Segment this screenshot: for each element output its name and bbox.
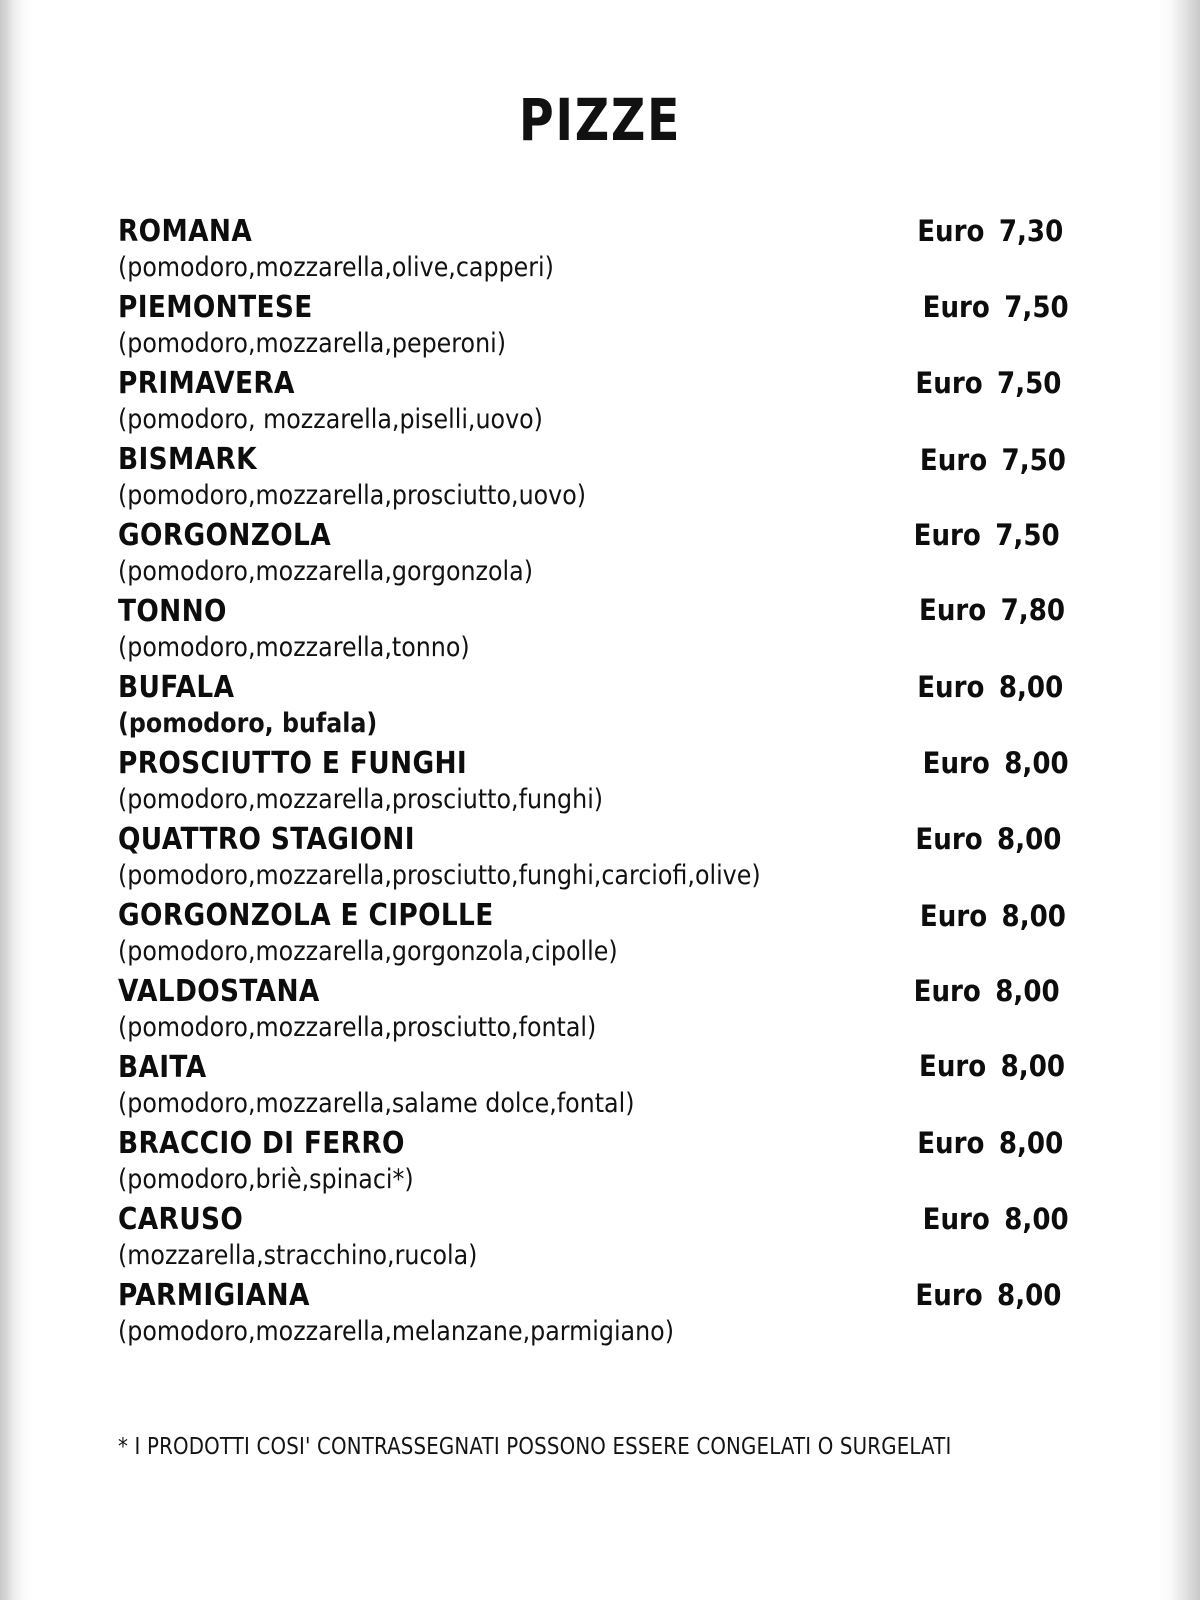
dish-price — [919, 593, 1065, 627]
dish-name: CARUSO — [118, 1202, 244, 1237]
dish-price — [922, 746, 1068, 780]
menu-entry — [118, 594, 1063, 670]
dish-price — [917, 214, 1063, 248]
price-amount: 7,80 — [1000, 593, 1065, 627]
price-amount: 8,00 — [1003, 746, 1069, 780]
menu-entry-name-row — [118, 1050, 1063, 1088]
dish-name: BRACCIO DI FERRO — [118, 1126, 405, 1161]
menu-entry — [118, 974, 1063, 1050]
menu-entry — [118, 1126, 1063, 1202]
price-amount: 8,00 — [1003, 1202, 1069, 1236]
menu-entry — [118, 1050, 1063, 1126]
dish-price — [920, 899, 1066, 933]
dish-name: PRIMAVERA — [118, 366, 295, 401]
pizza-menu-list — [118, 214, 1069, 1354]
price-currency: Euro — [916, 214, 985, 248]
dish-name: BUFALA — [118, 670, 235, 705]
menu-entry — [118, 822, 1063, 898]
price-currency: Euro — [913, 974, 981, 1008]
dish-name: TONNO — [118, 594, 227, 629]
menu-entry-name-row — [118, 442, 1066, 480]
dish-name: GORGONZOLA E CIPOLLE — [118, 898, 494, 933]
dish-description: (pomodoro,mozzarella,salame dolce,fontal) — [118, 1088, 635, 1119]
price-currency: Euro — [922, 746, 990, 780]
dish-price — [915, 366, 1061, 400]
menu-entry-name-row — [118, 974, 1063, 1012]
price-amount: 7,50 — [1003, 290, 1069, 324]
price-currency: Euro — [915, 822, 983, 856]
price-amount: 8,00 — [998, 1126, 1063, 1160]
menu-entry-name-row — [118, 1202, 1069, 1240]
price-amount: 8,00 — [996, 1278, 1062, 1312]
dish-price — [919, 1049, 1065, 1083]
dish-name: PARMIGIANA — [118, 1278, 310, 1313]
price-amount: 7,50 — [1001, 443, 1066, 477]
menu-entry-name-row — [118, 366, 1063, 404]
menu-entry-name-row — [118, 898, 1066, 936]
dish-name: BISMARK — [118, 442, 257, 477]
menu-entry — [118, 1278, 1063, 1354]
dish-description: (pomodoro, bufala) — [118, 708, 378, 739]
dish-description: (pomodoro,mozzarella,prosciutto,uovo) — [118, 480, 587, 511]
dish-description: (pomodoro,mozzarella,gorgonzola,cipolle) — [118, 936, 618, 967]
price-amount: 8,00 — [996, 822, 1062, 856]
menu-entry — [118, 214, 1063, 290]
price-currency: Euro — [918, 1049, 986, 1083]
menu-entry — [118, 670, 1063, 746]
price-currency: Euro — [915, 1278, 983, 1312]
dish-price — [913, 518, 1059, 552]
dish-description: (pomodoro, mozzarella,piselli,uovo) — [118, 404, 543, 435]
menu-entry-name-row — [118, 594, 1063, 632]
dish-description: (pomodoro,briè,spinaci*) — [118, 1164, 414, 1195]
price-amount: 8,00 — [1001, 899, 1066, 933]
footnote-frozen-products: * I PRODOTTI COSI' CONTRASSEGNATI POSSONO ESSERE CONGELATI O SURGELATI — [118, 1434, 952, 1460]
dish-description: (pomodoro,mozzarella,prosciutto,funghi) — [118, 784, 604, 815]
price-currency: Euro — [915, 366, 983, 400]
menu-entry — [118, 442, 1066, 518]
price-amount: 8,00 — [1000, 1049, 1065, 1083]
menu-entry-name-row — [118, 214, 1063, 252]
dish-name: GORGONZOLA — [118, 518, 332, 553]
price-currency: Euro — [922, 1202, 990, 1236]
dish-description: (pomodoro,mozzarella,prosciutto,funghi,carciofi,olive) — [118, 860, 761, 891]
dish-description: (pomodoro,mozzarella,peperoni) — [118, 328, 507, 359]
page-title: PIZZE — [518, 86, 682, 154]
menu-entry — [118, 290, 1069, 366]
menu-entry-name-row — [118, 746, 1069, 784]
menu-entry-name-row — [118, 1278, 1063, 1316]
dish-description: (pomodoro,mozzarella,melanzane,parmigiano) — [118, 1316, 674, 1347]
dish-price — [922, 290, 1068, 324]
menu-entry-name-row — [118, 290, 1069, 328]
dish-description: (pomodoro,mozzarella,tonno) — [118, 632, 470, 663]
price-currency: Euro — [922, 290, 990, 324]
dish-price — [922, 1202, 1068, 1236]
menu-entry — [118, 1202, 1069, 1278]
dish-name: BAITA — [118, 1050, 207, 1085]
price-amount: 7,30 — [998, 214, 1063, 248]
dish-price — [913, 974, 1059, 1008]
price-currency: Euro — [919, 443, 987, 477]
price-amount: 7,50 — [996, 366, 1062, 400]
menu-entry-name-row — [118, 670, 1063, 708]
dish-name: ROMANA — [118, 214, 253, 249]
dish-name: QUATTRO STAGIONI — [118, 822, 415, 857]
menu-entry-name-row — [118, 1126, 1063, 1164]
price-currency: Euro — [916, 1126, 985, 1160]
price-currency: Euro — [916, 670, 985, 704]
price-currency: Euro — [919, 899, 987, 933]
price-amount: 7,50 — [994, 518, 1060, 552]
menu-entry-name-row — [118, 518, 1063, 556]
dish-price — [915, 822, 1061, 856]
dish-price — [917, 670, 1063, 704]
dish-name: PROSCIUTTO E FUNGHI — [118, 746, 468, 781]
dish-price — [915, 1278, 1061, 1312]
menu-entry — [118, 366, 1063, 442]
menu-entry — [118, 518, 1063, 594]
dish-description: (pomodoro,mozzarella,prosciutto,fontal) — [118, 1012, 597, 1043]
dish-name: PIEMONTESE — [118, 290, 313, 325]
dish-name: VALDOSTANA — [118, 974, 320, 1009]
dish-price — [917, 1126, 1063, 1160]
dish-description: (pomodoro,mozzarella,olive,capperi) — [118, 252, 554, 283]
price-currency: Euro — [913, 518, 981, 552]
menu-entry — [118, 746, 1069, 822]
price-amount: 8,00 — [998, 670, 1063, 704]
price-amount: 8,00 — [994, 974, 1060, 1008]
menu-entry — [118, 898, 1066, 974]
dish-description: (mozzarella,stracchino,rucola) — [118, 1240, 478, 1271]
menu-entry-name-row — [118, 822, 1063, 860]
price-currency: Euro — [918, 593, 986, 627]
dish-price — [920, 443, 1066, 477]
dish-description: (pomodoro,mozzarella,gorgonzola) — [118, 556, 533, 587]
